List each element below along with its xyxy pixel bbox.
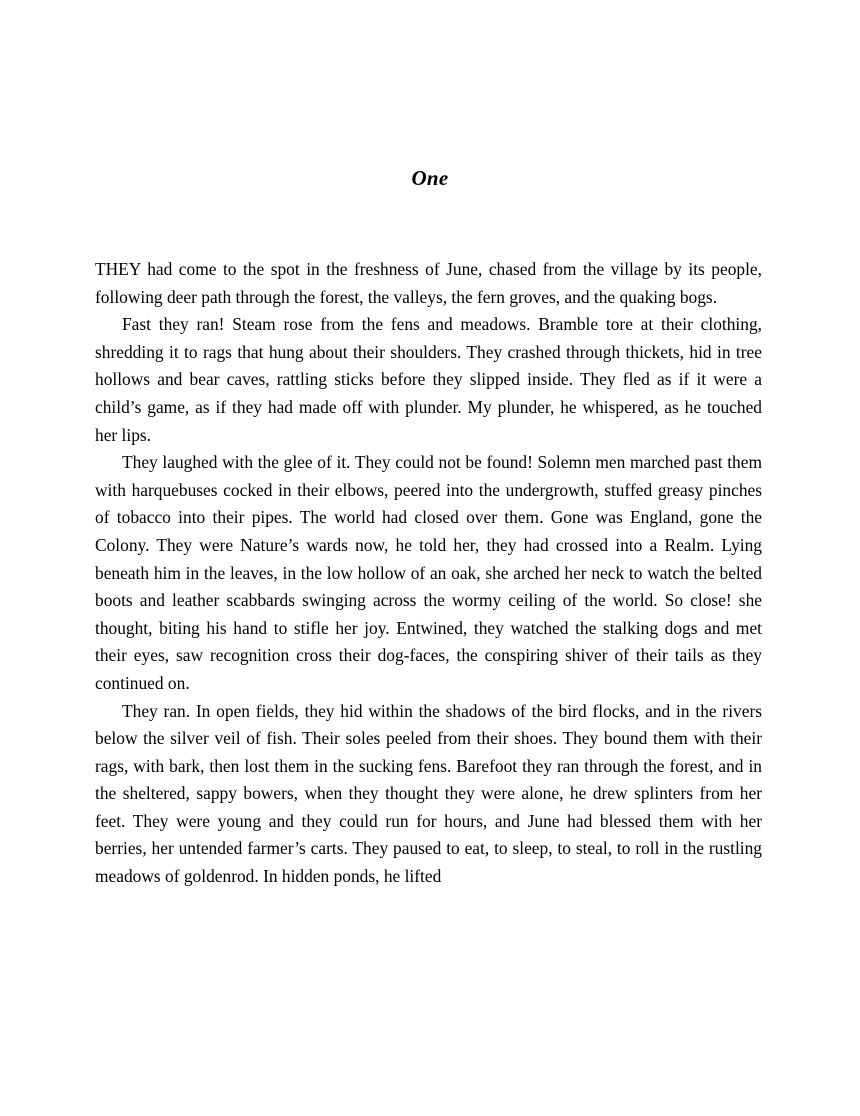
paragraph: Fast they ran! Steam rose from the fens and meadows. Bramble tore at their clothing, shredding it to rags that hung about their shoulders. They crashed through thickets, hid in tree hollows and bear caves, rattling sticks before they slipped inside. They fled as if it were a child’s game, as if they had made off with plunder. My plunder, he whispered, as he touched her lips. <box>95 314 762 445</box>
chapter-title: One <box>411 166 449 190</box>
paragraph: THEY had come to the spot in the freshness of June, chased from the village by its people, following deer path through the forest, the valleys, the fern groves, and the quaking bogs. <box>95 259 762 307</box>
paragraph: They ran. In open fields, they hid within the shadows of the bird flocks, and in the rivers below the silver veil of fish. Their soles peeled from their shoes. They bound them with their rags, with bark, then lost them in the sucking fens. Barefoot they ran through the forest, and in the sheltered, sappy bowers, when they thought they were alone, he drew splinters from her feet. They were young and they could run for hours, and June had blessed them with her berries, her untended farmer’s carts. They paused to eat, to sleep, to steal, to roll in the rustling meadows of goldenrod. In hidden ponds, he lifted <box>95 700 762 887</box>
paragraph: They laughed with the glee of it. They could not be found! Solemn men marched past them with harquebuses cocked in their elbows, peered into the undergrowth, stuffed greasy pinches of tobacco into their pipes. The world had closed over them. Gone was England, gone the Colony. They were Nature’s wards now, he told her, they had crossed into a Realm. Lying beneath him in the leaves, in the low hollow of an oak, she arched her neck to watch the belted boots and leather scabbards swinging across the wormy ceiling of the world. So close! she thought, biting his hand to stifle her joy. Entwined, they watched the stalking dogs and met their eyes, saw recognition cross their dog-faces, the conspiring shiver of their tails as they continued on. <box>95 452 762 693</box>
body-text <box>95 256 762 891</box>
